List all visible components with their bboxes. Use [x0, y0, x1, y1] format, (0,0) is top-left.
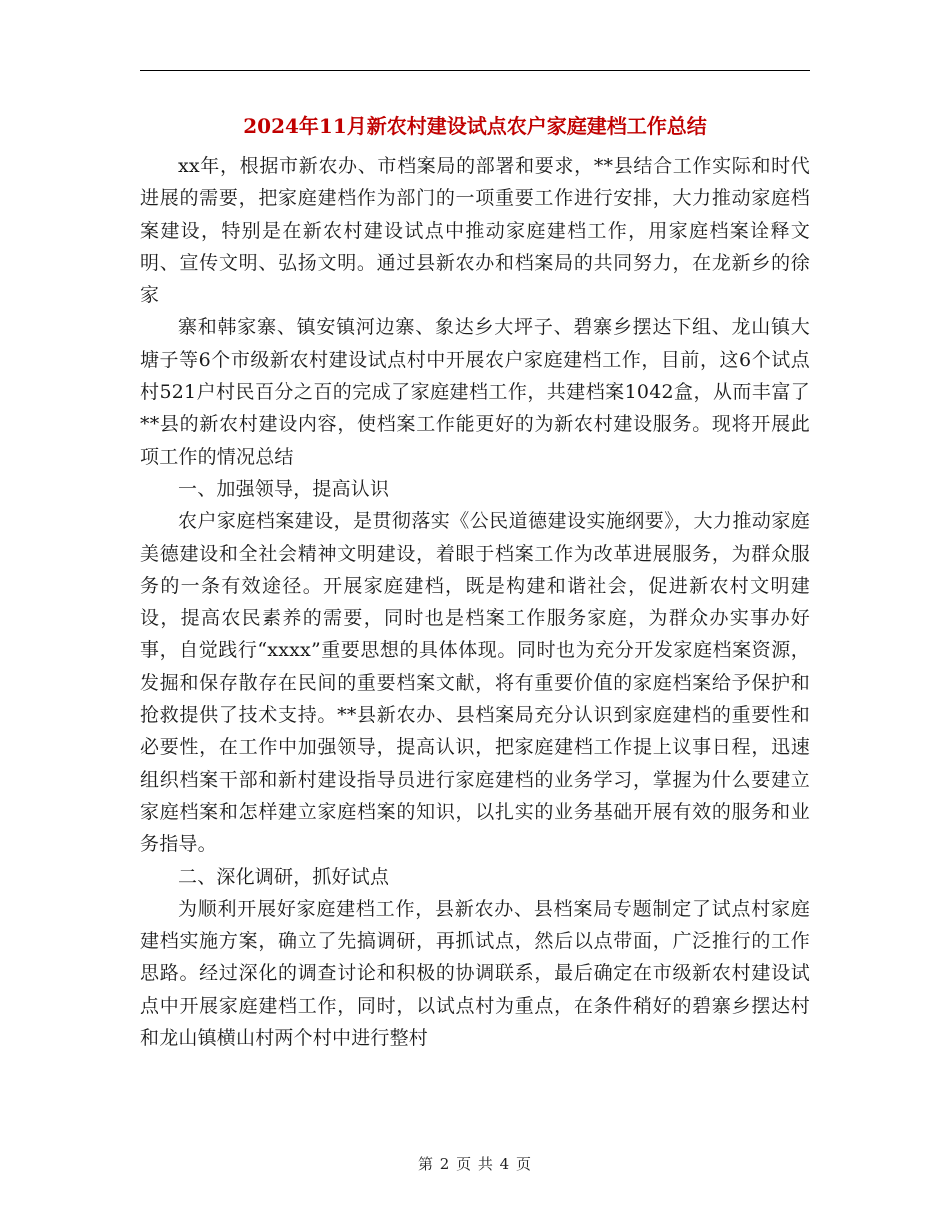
page-number-footer: 第 2 页 共 4 页	[418, 1155, 532, 1173]
section-heading-2: 二、深化调研，抓好试点	[178, 865, 390, 888]
section-heading-1: 一、加强领导，提高认识	[178, 477, 390, 500]
paragraph-leadership: 农户家庭档案建设，是贯彻落实《公民道德建设实施纲要》，大力推动家庭美德建设和全社会精神文明建设，着眼于档案工作为改革进展服务，为群众服务的一条有效途径。开展家庭建档，既是构建和谐社会，促进新农村文明建设，提高农民素养的需要，同时也是档案工作服务家庭，为群众办实事办好事，自觉践行“xxxx”重要思想的具体体现。同时也为充分开发家庭档案资源，发掘和保存散存在民间的重要档案文献，将有重要价值的家庭档案给予保护和抢救提供了技术支持。**县新农办、县档案局充分认识到家庭建档的重要性和必要性，在工作中加强领导，提高认识，把家庭建档工作提上议事日程，迅速组织档案干部和新村建设指导员进行家庭建档的业务学习，掌握为什么要建立家庭档案和怎样建立家庭档案的知识，以扎实的业务基础开展有效的服务和业务指导。	[140, 510, 810, 856]
paragraph-intro: xx年，根据市新农办、市档案局的部署和要求，**县结合工作实际和时代进展的需要，把家庭建档作为部门的一项重要工作进行安排，大力推动家庭档案建设，特别是在新农村建设试点中推动家庭建档工作，用家庭档案诠释文明、宣传文明、弘扬文明。通过县新农办和档案局的共同努力，在龙新乡的徐家	[140, 155, 810, 307]
header-rule	[140, 70, 810, 71]
paragraph-pilot-villages: 寨和韩家寨、镇安镇河边寨、象达乡大坪子、碧寨乡摆达下组、龙山镇大塘子等6个市级新农村建设试点村中开展农户家庭建档工作，目前，这6个试点村521户村民百分之百的完成了家庭建档工作，共建档案1042盒，从而丰富了**县的新农村建设内容，使档案工作能更好的为新农村建设服务。现将开展此项工作的情况总结	[140, 316, 810, 468]
paragraph-research: 为顺利开展好家庭建档工作，县新农办、县档案局专题制定了试点村家庭建档实施方案，确立了先搞调研，再抓试点，然后以点带面，广泛推行的工作思路。经过深化的调查讨论和积极的协调联系，最后确定在市级新农村建设试点中开展家庭建档工作，同时，以试点村为重点，在条件稍好的碧寨乡摆达村和龙山镇横山村两个村中进行整村	[140, 897, 810, 1050]
document-title: 2024年11月新农村建设试点农户家庭建档工作总结	[243, 114, 707, 138]
document-body	[140, 150, 810, 1054]
